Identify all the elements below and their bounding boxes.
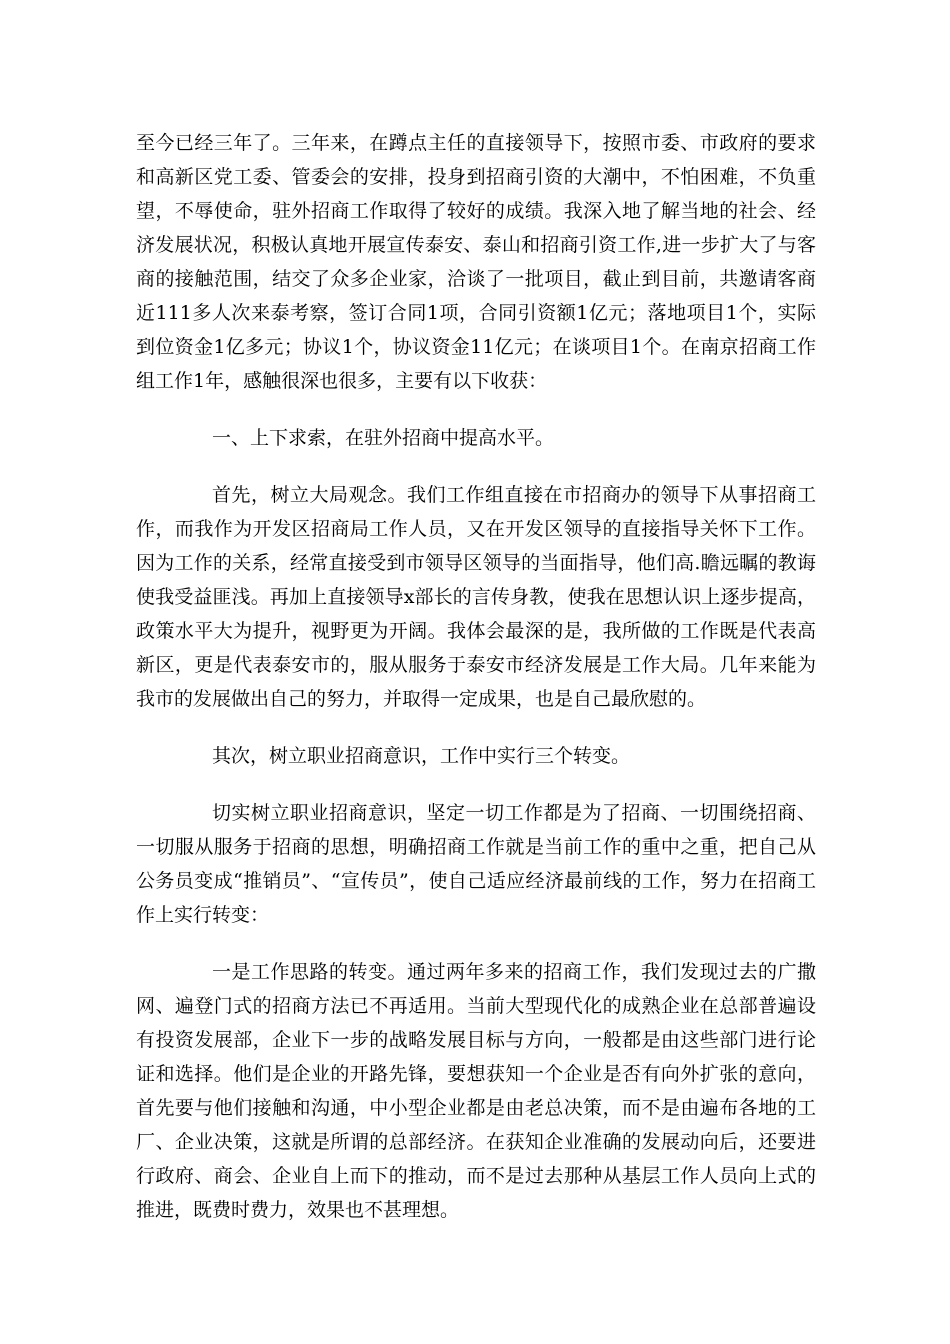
paragraph-intro: 至今已经三年了。三年来，在蹲点主任的直接领导下，按照市委、市政府的要求和高新区党工委、管委会的安排，投身到招商引资的大潮中，不怕困难，不负重望，不辱使命，驻外招商工作取得了较好的成绩。我深入地了解当地的社会、经济发展状况，积极认真地开展宣传泰安、泰山和招商引资工作,进一步扩大了与客商的接触范围，结交了众多企业家，洽谈了一批项目，截止到目前，共邀请客商近111多人次来泰考察，签订合同1项，合同引资额1亿元；落地项目1个，实际到位资金1亿多元；协议1个，协议资金11亿元；在谈项目1个。在南京招商工作组工作1年，感触很深也很多，主要有以下收获： [136, 132, 816, 392]
paragraph-second-point: 切实树立职业招商意识，坚定一切工作都是为了招商、一切围绕招商、一切服从服务于招商的思想，明确招商工作就是当前工作的重中之重，把自己从公务员变成“推销员”、“宣传员”，使自己适应经济最前线的工作，努力在招商工作上实行转变： [136, 802, 816, 926]
document-page [136, 126, 816, 1250]
paragraph-first-point: 首先，树立大局观念。我们工作组直接在市招商办的领导下从事招商工作，而我作为开发区招商局工作人员，又在开发区领导的直接指导关怀下工作。因为工作的关系，经常直接受到市领导区领导的当面指导，他们高.瞻远瞩的教诲使我受益匪浅。再加上直接领导x部长的言传身教，使我在思想认识上逐步提高，政策水平大为提升，视野更为开阔。我体会最深的是，我所做的工作既是代表高新区，更是代表泰安市的，服从服务于泰安市经济发展是工作大局。几年来能为我市的发展做出自己的努力，并取得一定成果，也是自己最欣慰的。 [136, 484, 816, 710]
section-heading-1: 一、上下求索，在驻外招商中提高水平。 [212, 427, 555, 449]
paragraph-second-point-heading: 其次，树立职业招商意识，工作中实行三个转变。 [212, 745, 631, 767]
paragraph-transformation-one: 一是工作思路的转变。通过两年多来的招商工作，我们发现过去的广撒网、遍登门式的招商方法已不再适用。当前大型现代化的成熟企业在总部普遍设有投资发展部，企业下一步的战略发展目标与方向，一般都是由这些部门进行论证和选择。他们是企业的开路先锋，要想获知一个企业是否有向外扩张的意向，首先要与他们接触和沟通，中小型企业都是由老总决策，而不是由遍布各地的工厂、企业决策，这就是所谓的总部经济。在获知企业准确的发展动向后，还要进行政府、商会、企业自上而下的推动，而不是过去那种从基层工作人员向上式的推进，既费时费力，效果也不甚理想。 [136, 961, 816, 1221]
